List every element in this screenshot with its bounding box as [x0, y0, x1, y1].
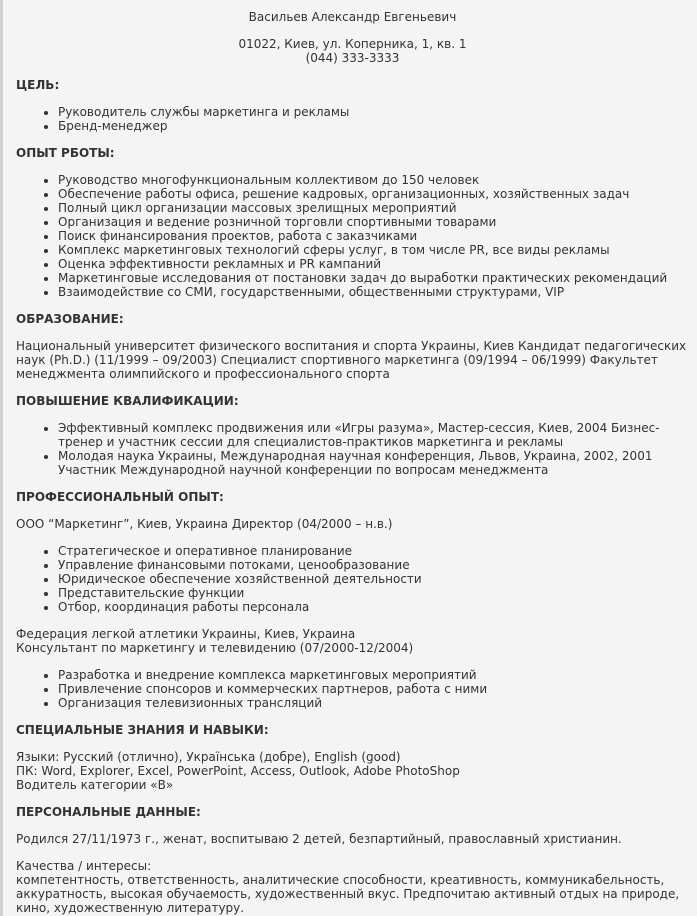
list-item: • Маркетинговые исследования от постановки задач до выработки практических рекомендаций	[58, 271, 689, 285]
experience-list	[16, 173, 689, 299]
list-item: • Комплекс маркетинговых технологий сферы услуг, в том числе PR, все виды рекламы	[58, 243, 689, 257]
phone: (044) 333-3333	[305, 51, 400, 65]
education-title: ОБРАЗОВАНИЕ:	[16, 312, 124, 326]
list-item: • Юридическое обеспечение хозяйственной деятельности	[58, 572, 689, 586]
qualification-title: ПОВЫШЕНИЕ КВАЛИФИКАЦИИ:	[16, 394, 239, 408]
list-item: • Оценка эффективности рекламных и PR кампаний	[58, 257, 689, 271]
qualification-list	[16, 421, 689, 477]
qualities-text: компетентность, ответственность, аналитические способности, креативность, коммуникабельность, аккуратность, высокая обучаемость, художественный вкус. Предпочитаю активный отдых на природе, кино, художественную литературу.	[16, 873, 680, 915]
list-item: • Отбор, координация работы персонала	[58, 600, 689, 614]
list-item: • Управление финансовыми потоками, ценообразование	[58, 558, 689, 572]
list-item: • Стратегическое и оперативное планирование	[58, 544, 689, 558]
job1-company: ООО “Маркетинг”, Киев, Украина Директор (04/2000 – н.в.)	[16, 517, 393, 531]
list-item: • Организация телевизионных трансляций	[58, 696, 689, 710]
professional-title: ПРОФЕССИОНАЛЬНЫЙ ОПЫТ:	[16, 490, 224, 504]
skills-title: СПЕЦИАЛЬНЫЕ ЗНАНИЯ И НАВЫКИ:	[16, 723, 269, 737]
list-item: • Представительские функции	[58, 586, 689, 600]
list-item: • Привлечение спонсоров и коммерческих партнеров, работа с ними	[58, 682, 689, 696]
job2-list	[16, 668, 689, 710]
goal-list	[16, 105, 689, 133]
goal-title: ЦЕЛЬ:	[16, 78, 60, 92]
list-item: • Организация и ведение розничной торговли спортивными товарами	[58, 215, 689, 229]
list-item: • Полный цикл организации массовых зрелищных мероприятий	[58, 201, 689, 215]
list-item: • Разработка и внедрение комплекса маркетинговых мероприятий	[58, 668, 689, 682]
job1-list	[16, 544, 689, 614]
list-item: • Обеспечение работы офиса, решение кадровых, организационных, хозяйственных задач	[58, 187, 689, 201]
qualities-label: Качества / интересы:	[16, 859, 152, 873]
list-item: • Поиск финансирования проектов, работа с заказчиками	[58, 229, 689, 243]
job2-company: Федерация легкой атлетики Украины, Киев, Украина	[16, 627, 356, 641]
list-item: • Взаимодействие со СМИ, государственными, общественными структурами, VIP	[58, 285, 689, 299]
resume-name: Васильев Александр Евгеньевич	[248, 10, 457, 24]
list-item: • Руководство многофункциональным коллективом до 150 человек	[58, 173, 689, 187]
skills-license: Водитель категории «В»	[16, 778, 174, 792]
skills-languages: Языки: Русский (отлично), Українська (добре), English (good)	[16, 750, 401, 764]
education-text: Национальный университет физического воспитания и спорта Украины, Киев Кандидат педагогических наук (Ph.D.) (11/1999 – 09/2003) Специалист спортивного маркетинга (09/1994 – 06/1999) Факультет менеджмента олимпийского и профессионального спорта	[16, 339, 687, 381]
job2-position: Консультант по маркетингу и телевидению (07/2000-12/2004)	[16, 641, 414, 655]
address: 01022, Киев, ул. Коперника, 1, кв. 1	[238, 37, 467, 51]
personal-born: Родился 27/11/1973 г., женат, воспитываю 2 детей, безпартийный, православный христианин.	[16, 832, 622, 846]
experience-title: ОПЫТ РБОТЫ:	[16, 146, 115, 160]
list-item: • Руководитель службы маркетинга и рекламы	[58, 105, 689, 119]
list-item: • Бренд-менеджер	[58, 119, 689, 133]
list-item: • Молодая наука Украины, Международная научная конференция, Львов, Украина, 2002, 2001 Участник Международной научной конференции по вопросам менеджмента	[58, 449, 689, 477]
list-item: • Эффективный комплекс продвижения или «Игры разума», Мастер-сессия, Киев, 2004 Бизнес-тренер и участник сессии для специалистов-практиков маркетинга и рекламы	[58, 421, 689, 449]
personal-title: ПЕРСОНАЛЬНЫЕ ДАННЫЕ:	[16, 805, 201, 819]
skills-pc: ПК: Word, Explorer, Excel, PowerPoint, Access, Outlook, Adobe PhotoShop	[16, 764, 460, 778]
